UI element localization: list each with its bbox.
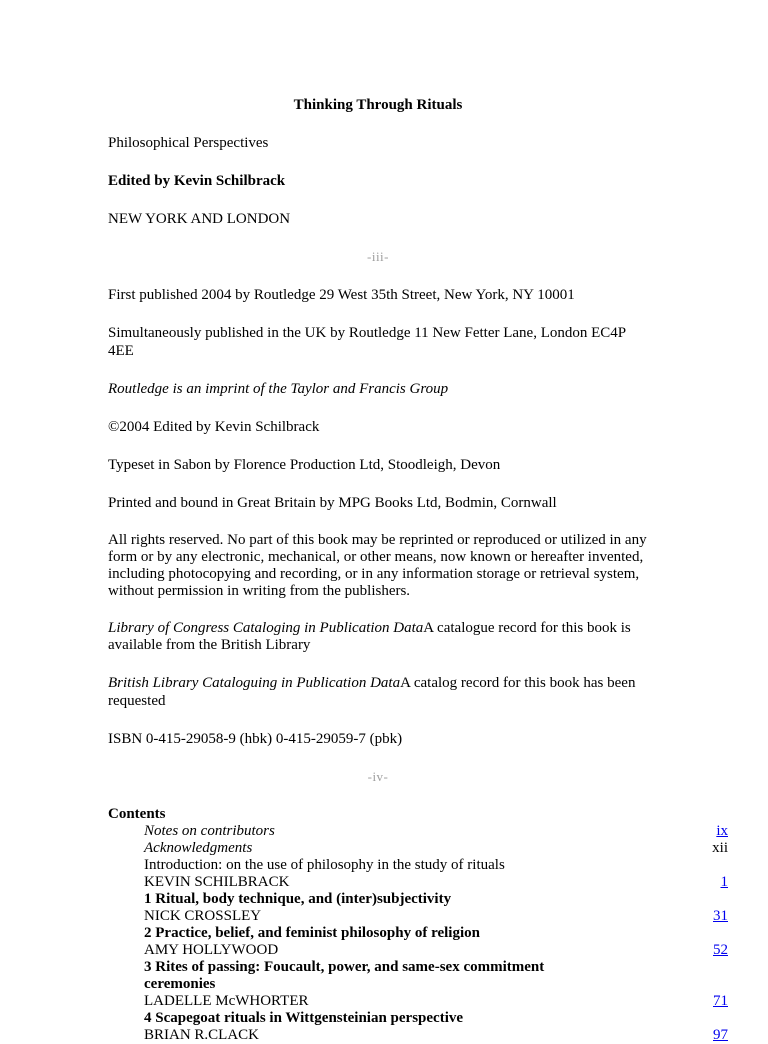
contents-entry-text	[108, 891, 614, 925]
page-link[interactable]: 52	[713, 942, 728, 958]
contents-entry-text	[108, 840, 614, 857]
contents-entry-text	[108, 857, 614, 891]
contents-entry-text	[108, 959, 614, 1010]
book-title: Thinking Through Rituals	[293, 97, 463, 113]
contents-entry	[108, 840, 728, 857]
loc-cip-paragraph	[108, 620, 648, 654]
editor-line: Edited by Kevin Schilbrack	[108, 173, 286, 189]
typeset-line: Typeset in Sabon by Florence Production Ltd, Stoodleigh, Devon	[108, 457, 501, 473]
contents-list	[108, 823, 728, 1044]
uk-published: Simultaneously published in the UK by Routledge 11 New Fetter Lane, London EC4P 4EE	[108, 325, 626, 359]
page-number: xii	[712, 840, 728, 856]
contents-entry	[108, 925, 728, 959]
contents-entry-title: 2 Practice, belief, and feminist philosophy of religion	[144, 925, 480, 941]
contents-entry-page	[614, 840, 728, 857]
contents-entry	[108, 959, 728, 1010]
loc-cip-text: A catalogue record for this book is available from the British Library	[108, 620, 631, 653]
book-subtitle: Philosophical Perspectives	[108, 135, 269, 151]
bl-cip-label: British Library Cataloguing in Publication Data	[108, 675, 401, 691]
contents-entry-title: 3 Rites of passing: Foucault, power, and same-sex commitment ceremonies	[144, 959, 545, 992]
contents-entry-page	[614, 874, 728, 891]
loc-cip-label: Library of Congress Cataloging in Publication Data	[108, 620, 424, 636]
page-link[interactable]: 71	[713, 993, 728, 1009]
printed-line: Printed and bound in Great Britain by MPG Books Ltd, Bodmin, Cornwall	[108, 495, 557, 511]
contents-entry-title: Introduction: on the use of philosophy in the study of rituals	[144, 857, 505, 873]
contents-entry-text	[108, 1010, 614, 1044]
contents-entry	[108, 857, 728, 891]
contents-heading: Contents	[108, 806, 166, 822]
contents-entry-page	[614, 823, 728, 840]
contents-entry-author: AMY HOLLYWOOD	[144, 942, 279, 958]
copyright-line: ©2004 Edited by Kevin Schilbrack	[108, 419, 320, 435]
isbn-line: ISBN 0-415-29058-9 (hbk) 0-415-29059-7 (pbk)	[108, 731, 403, 747]
contents-entry-title: Acknowledgments	[144, 840, 253, 856]
bl-cip-text: A catalog record for this book has been requested	[108, 675, 636, 709]
contents-entry	[108, 891, 728, 925]
document-page	[108, 96, 728, 1044]
contents-entry-text	[108, 823, 614, 840]
contents-entry-page	[614, 1027, 728, 1044]
page-link[interactable]: 1	[720, 874, 728, 890]
contents-entry-title: 1 Ritual, body technique, and (inter)subjectivity	[144, 891, 452, 907]
contents-entry-author: LADELLE McWHORTER	[144, 993, 309, 1009]
contents-entry-title: 4 Scapegoat rituals in Wittgensteinian perspective	[144, 1010, 464, 1026]
contents-entry-author: NICK CROSSLEY	[144, 908, 262, 924]
contents-entry-page	[614, 993, 728, 1010]
contents-entry-text	[108, 925, 614, 959]
contents-entry-title: Notes on contributors	[144, 823, 275, 839]
first-published: First published 2004 by Routledge 29 West 35th Street, New York, NY 10001	[108, 287, 575, 303]
contents-entry-page	[614, 908, 728, 925]
contents-entry-page	[614, 942, 728, 959]
contents-table	[108, 806, 728, 1044]
publisher-places: NEW YORK AND LONDON	[108, 211, 291, 227]
page-marker-iii: -iii-	[367, 249, 389, 264]
page-marker-iv: -iv-	[367, 769, 389, 784]
imprint-line: Routledge is an imprint of the Taylor and Francis Group	[108, 381, 449, 397]
contents-entry-author: BRIAN R.CLACK	[144, 1027, 260, 1043]
contents-entry-author: KEVIN SCHILBRACK	[144, 874, 290, 890]
bl-cip-paragraph	[108, 674, 648, 710]
contents-entry	[108, 823, 728, 840]
page-link[interactable]: 97	[713, 1027, 728, 1043]
page-link[interactable]: 31	[713, 908, 728, 924]
page-link[interactable]: ix	[716, 823, 728, 839]
rights-paragraph: All rights reserved. No part of this book may be reprinted or reproduced or utilized in any form or by any electronic, mechanical, or other means, now known or hereafter invented, including photocopying and recording, or in any information storage or retrieval system, without permission in writing from the publishers.	[108, 532, 647, 599]
contents-entry	[108, 1010, 728, 1044]
